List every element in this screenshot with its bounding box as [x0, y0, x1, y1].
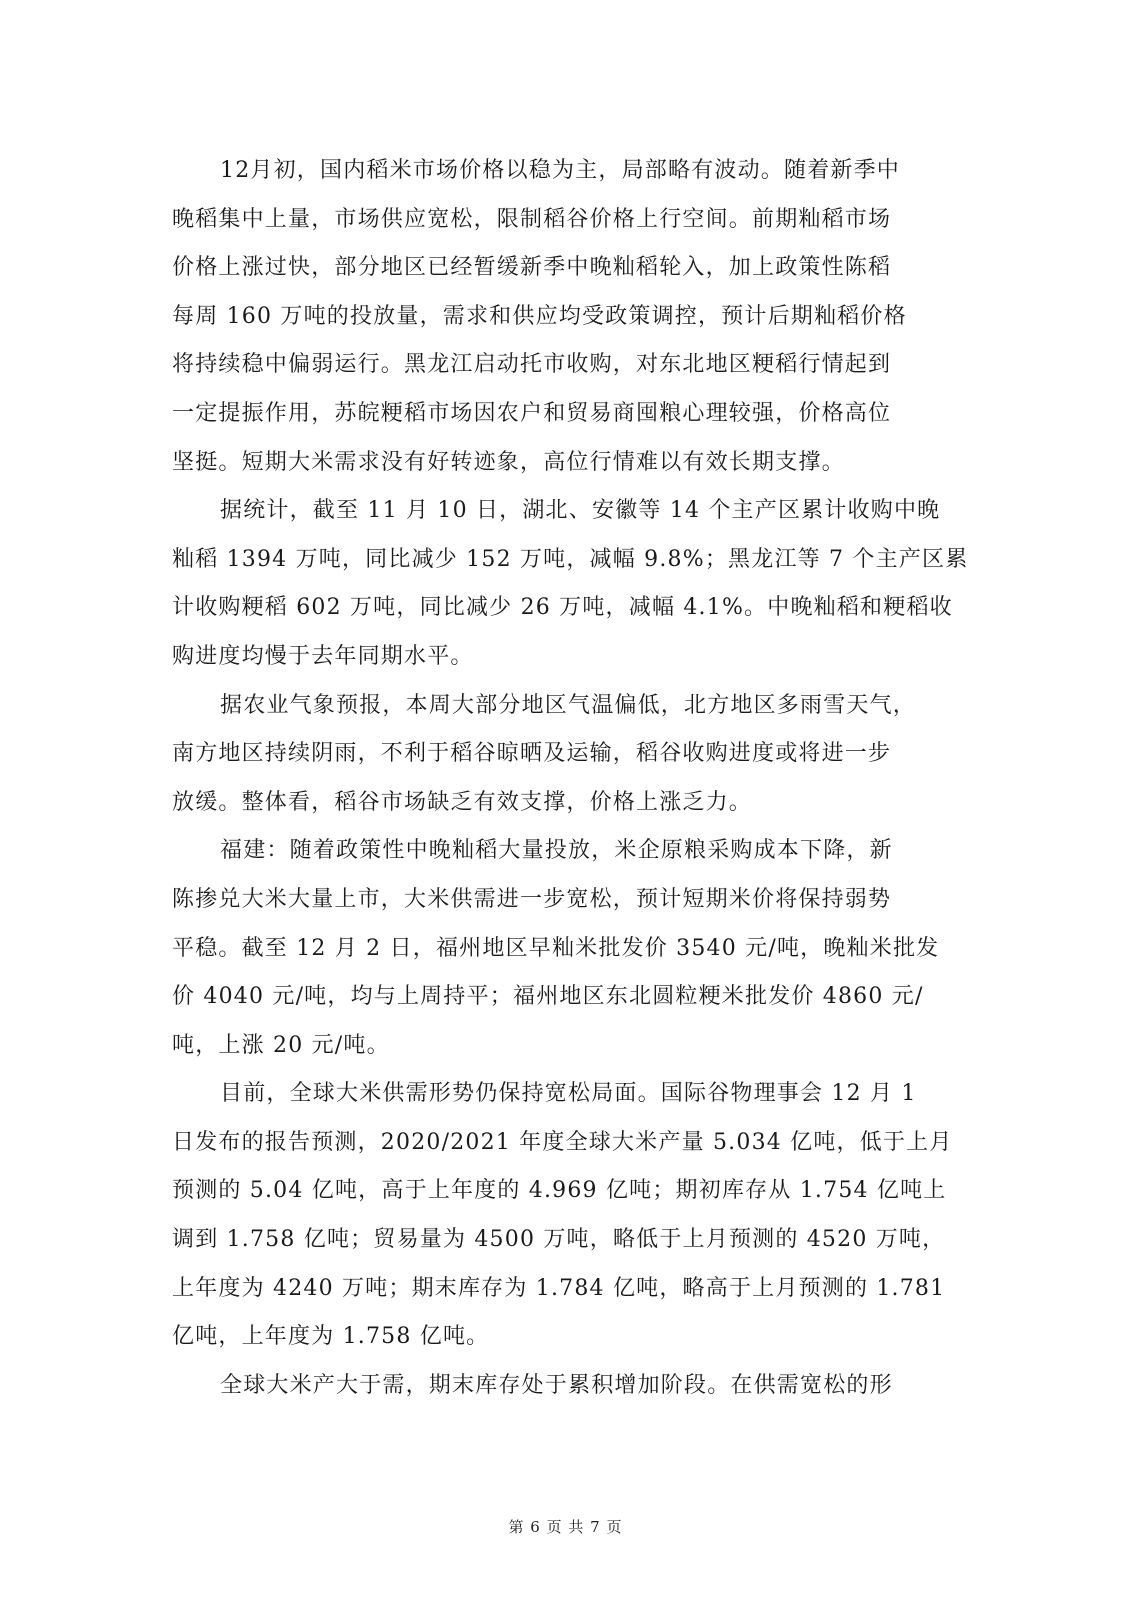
- text-line: 陈掺兑大米大量上市，大米供需进一步宽松，预计短期米价将保持弱势: [172, 886, 892, 912]
- text-line: 据农业气象预报，本周大部分地区气温偏低，北方地区多雨雪天气，: [220, 692, 917, 718]
- text-line: 调到 1.758 亿吨；贸易量为 4500 万吨，略低于上月预测的 4520 万吨，: [172, 1227, 946, 1253]
- paragraph-purchase-statistics: [172, 487, 1000, 681]
- text-line: 12月初，国内稻米市场价格以稳为主，局部略有波动。随着新季中: [220, 158, 900, 183]
- text-line: 购进度均慢于去年同期水平。: [172, 643, 474, 669]
- text-line: 日发布的报告预测，2020/2021 年度全球大米产量 5.034 亿吨，低于上月: [172, 1129, 953, 1155]
- document-body: [172, 147, 1000, 1410]
- text-line: 价 4040 元/吨，均与上周持平；福州地区东北圆粒粳米批发价 4860 元/: [172, 984, 924, 1010]
- text-line: 将持续稳中偏弱运行。黑龙江启动托市收购，对东北地区粳稻行情起到: [172, 352, 892, 378]
- paragraph-market-overview: [172, 147, 1000, 487]
- paragraph-fujian-prices: [172, 827, 1000, 1070]
- text-line: 南方地区持续阴雨，不利于稻谷晾晒及运输，稻谷收购进度或将进一步: [172, 741, 892, 767]
- text-line: 一定提振作用，苏皖粳稻市场因农户和贸易商囤粮心理较强，价格高位: [172, 400, 892, 426]
- text-line: 每周 160 万吨的投放量，需求和供应均受政策调控，预计后期籼稻价格: [172, 303, 907, 329]
- text-line: 上年度为 4240 万吨；期末库存为 1.784 亿吨，略高于上月预测的 1.781: [172, 1275, 946, 1301]
- text-line: 据统计，截至 11 月 10 日，湖北、安徽等 14 个主产区累计收购中晚: [220, 498, 941, 524]
- text-line: 全球大米产大于需，期末库存处于累积增加阶段。在供需宽松的形: [220, 1372, 893, 1398]
- text-line: 目前，全球大米供需形势仍保持宽松局面。国际谷物理事会 12 月 1: [220, 1081, 917, 1107]
- text-line: 福建：随着政策性中晚籼稻大量投放，米企原粮采购成本下降，新: [220, 838, 893, 864]
- paragraph-global-supply: [172, 1070, 1000, 1362]
- text-line: 籼稻 1394 万吨，同比减少 152 万吨，减幅 9.8%；黑龙江等 7 个主产区累: [172, 546, 969, 572]
- page-number-footer: 第 6 页 共 7 页: [508, 1518, 623, 1536]
- text-line: 价格上涨过快，部分地区已经暂缓新季中晚籼稻轮入，加上政策性陈稻: [172, 255, 892, 281]
- text-line: 平稳。截至 12 月 2 日，福州地区早籼米批发价 3540 元/吨，晚籼米批发: [172, 935, 940, 961]
- text-line: 放缓。整体看，稻谷市场缺乏有效支撑，价格上涨乏力。: [172, 789, 753, 815]
- text-line: 计收购粳稻 602 万吨，同比减少 26 万吨，减幅 4.1%。中晚籼稻和粳稻收: [172, 595, 953, 621]
- text-line: 预测的 5.04 亿吨，高于上年度的 4.969 亿吨；期初库存从 1.754 亿吨上: [172, 1178, 947, 1204]
- paragraph-weather-forecast: [172, 682, 1000, 828]
- text-line: 亿吨，上年度为 1.758 亿吨。: [172, 1324, 490, 1350]
- paragraph-global-outlook: [172, 1362, 1000, 1411]
- text-line: 坚挺。短期大米需求没有好转迹象，高位行情难以有效长期支撑。: [172, 449, 845, 475]
- text-line: 晚稻集中上量，市场供应宽松，限制稻谷价格上行空间。前期籼稻市场: [172, 206, 892, 232]
- text-line: 吨，上涨 20 元/吨。: [172, 1032, 390, 1058]
